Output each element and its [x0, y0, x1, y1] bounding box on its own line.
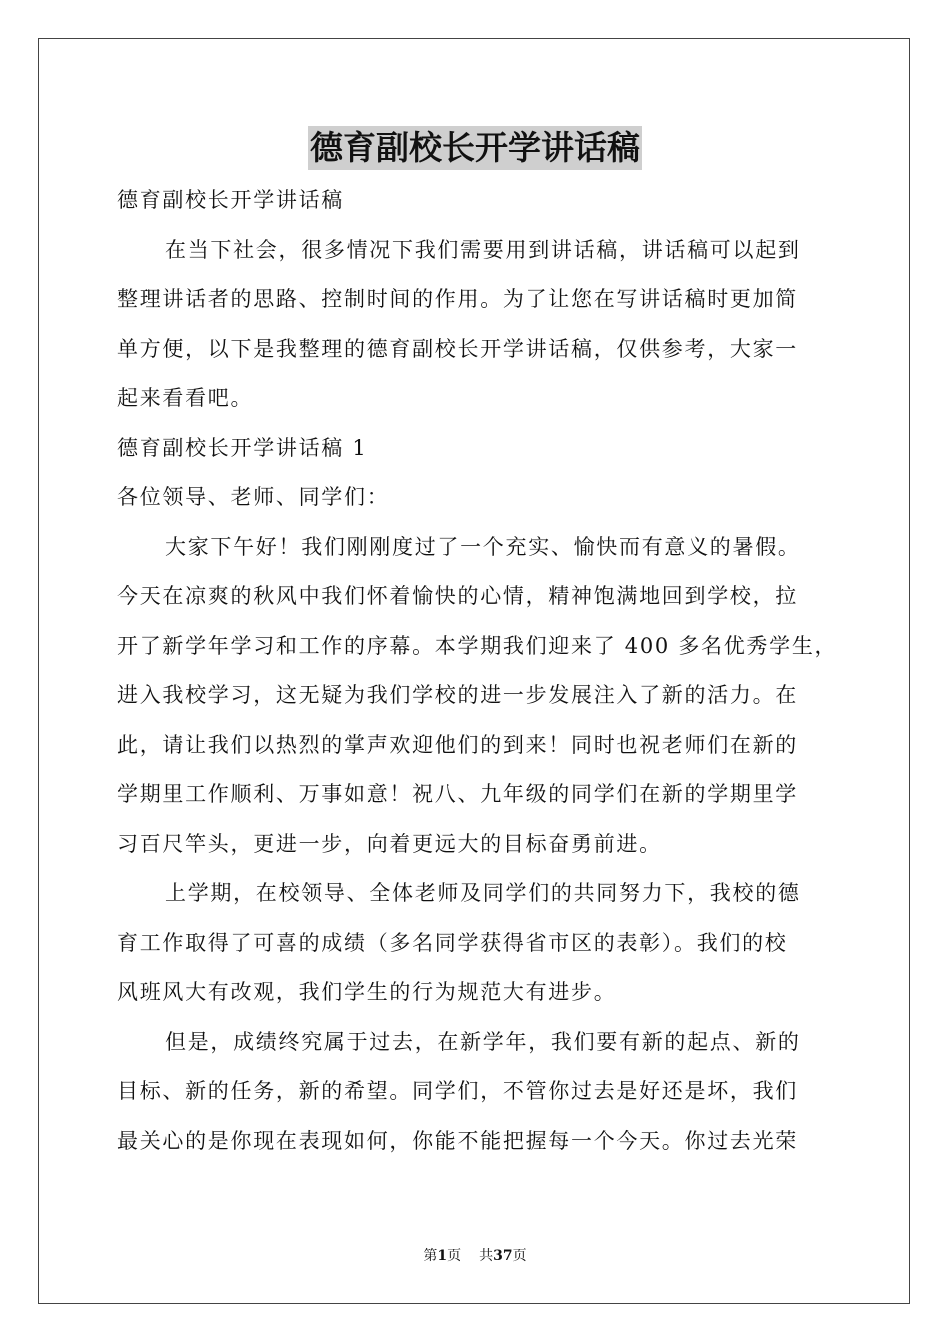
current-page-number: 1 — [437, 1248, 448, 1264]
page-footer — [0, 1247, 950, 1265]
text-line: 单方便，以下是我整理的德育副校长开学讲话稿，仅供参考，大家一 — [117, 336, 798, 361]
text-line: 进入我校学习，这无疑为我们学校的进一步发展注入了新的活力。在 — [117, 683, 798, 707]
total-page-count: 37 — [493, 1248, 513, 1264]
text-line: 此，请让我们以热烈的掌声欢迎他们的到来！同时也祝老师们在新的 — [117, 732, 798, 757]
total-prefix: 共 — [479, 1248, 494, 1264]
text-line: 今天在凉爽的秋风中我们怀着愉快的心情，精神饱满地回到学校，拉 — [117, 584, 798, 608]
document-body — [117, 176, 838, 1166]
text-line: 习百尺竿头，更进一步，向着更远大的目标奋勇前进。 — [117, 831, 662, 856]
text-line: 但是，成绩终究属于过去，在新学年，我们要有新的起点、新的 — [165, 1029, 801, 1054]
text-line: 大家下午好！我们刚刚度过了一个充实、愉快而有意义的暑假。 — [165, 534, 801, 559]
document-title: 德育副校长开学讲话稿 — [308, 126, 642, 170]
text-line: 在当下社会，很多情况下我们需要用到讲话稿，讲话稿可以起到 — [165, 237, 801, 262]
text-line: 德育副校长开学讲话稿 1 — [117, 435, 368, 460]
text-line: 上学期，在校领导、全体老师及同学们的共同努力下，我校的德 — [165, 881, 801, 905]
text-line: 目标、新的任务，新的希望。同学们，不管你过去是好还是坏，我们 — [117, 1079, 798, 1103]
text-line: 最关心的是你现在表现如何，你能不能把握每一个今天。你过去光荣 — [117, 1128, 798, 1153]
text-line: 整理讲话者的思路、控制时间的作用。为了让您在写讲话稿时更加简 — [117, 287, 798, 311]
text-line: 开了新学年学习和工作的序幕。本学期我们迎来了 400 多名优秀学生， — [117, 633, 838, 658]
text-line: 风班风大有改观，我们学生的行为规范大有进步。 — [117, 980, 617, 1004]
page-prefix: 第 — [423, 1248, 438, 1264]
text-line: 育工作取得了可喜的成绩（多名同学获得省市区的表彰）。我们的校 — [117, 930, 788, 955]
text-line: 学期里工作顺利、万事如意！祝八、九年级的同学们在新的学期里学 — [117, 782, 798, 806]
text-line: 德育副校长开学讲话稿 — [117, 188, 344, 212]
text-line: 各位领导、老师、同学们： — [117, 485, 390, 509]
title-container — [0, 126, 950, 170]
total-suffix: 页 — [512, 1248, 527, 1264]
text-line: 起来看看吧。 — [117, 386, 254, 410]
page-suffix: 页 — [447, 1248, 462, 1264]
